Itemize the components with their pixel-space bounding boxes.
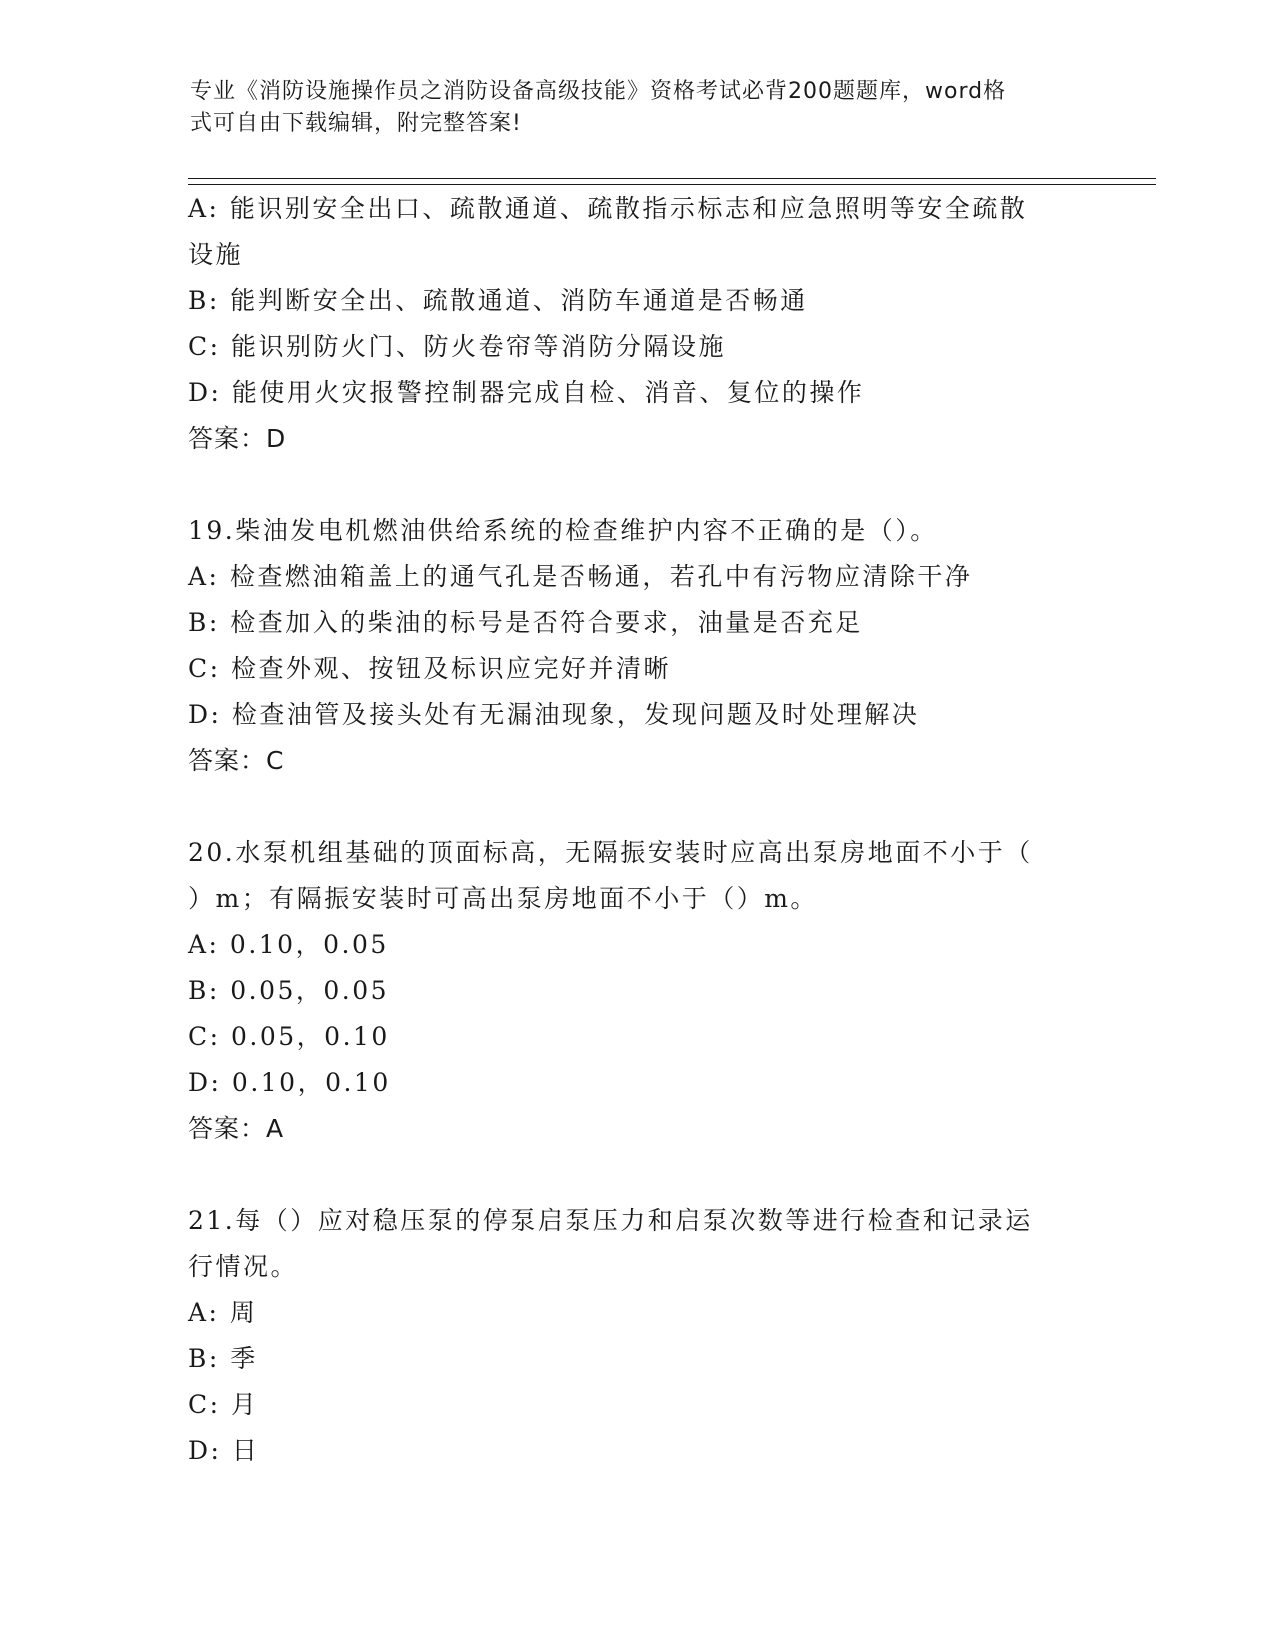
q19-answer: 答案：C	[188, 746, 285, 775]
q20-answer: 答案：A	[188, 1114, 285, 1143]
q18-option-d: D: 能使用火灾报警控制器完成自检、消音、复位的操作	[188, 378, 865, 407]
q20-option-a: A: 0.10，0.05	[188, 930, 389, 959]
q19-option-a: A: 检查燃油箱盖上的通气孔是否畅通，若孔中有污物应清除干净	[188, 562, 973, 591]
spacer	[188, 462, 1088, 508]
q20-option-c: C: 0.05，0.10	[188, 1022, 390, 1051]
header-divider-top	[188, 178, 1156, 179]
q21-option-a: A: 周	[188, 1298, 258, 1327]
q21-question-line-1: 21.每（）应对稳压泵的停泵启泵压力和启泵次数等进行检查和记录运	[188, 1206, 1033, 1235]
question-18-block	[188, 186, 1088, 462]
question-21-block	[188, 1198, 1088, 1474]
document-header	[190, 76, 1090, 140]
q21-option-b: B: 季	[188, 1344, 258, 1373]
q18-option-a-line-2: 设施	[188, 240, 244, 269]
q21-option-c: C: 月	[188, 1390, 259, 1419]
q18-answer: 答案：D	[188, 424, 287, 453]
question-19-block	[188, 508, 1088, 784]
q19-option-d: D: 检查油管及接头处有无漏油现象，发现问题及时处理解决	[188, 700, 920, 729]
q19-option-b: B: 检查加入的柴油的标号是否符合要求，油量是否充足	[188, 608, 863, 637]
q18-option-a-line-1: A: 能识别安全出口、疏散通道、疏散指示标志和应急照明等安全疏散	[188, 194, 1028, 223]
q20-option-d: D: 0.10，0.10	[188, 1068, 391, 1097]
document-body	[188, 186, 1088, 1474]
spacer	[188, 784, 1088, 830]
q21-option-d: D: 日	[188, 1436, 260, 1465]
header-title-line-2: 式可自由下载编辑，附完整答案!	[190, 111, 522, 136]
q20-question-line-2: ）m；有隔振安装时可高出泵房地面不小于（）m。	[188, 884, 818, 913]
q18-option-b: B: 能判断安全出、疏散通道、消防车通道是否畅通	[188, 286, 808, 315]
spacer	[188, 1152, 1088, 1198]
q19-question: 19.柴油发电机燃油供给系统的检查维护内容不正确的是（）。	[188, 516, 938, 545]
q21-question-line-2: 行情况。	[188, 1252, 299, 1281]
q20-question-line-1: 20.水泵机组基础的顶面标高，无隔振安装时应高出泵房地面不小于（	[188, 838, 1033, 867]
question-20-block	[188, 830, 1088, 1152]
header-title-line-1: 专业《消防设施操作员之消防设备高级技能》资格考试必背200题题库，word格	[190, 79, 1007, 104]
q19-option-c: C: 检查外观、按钮及标识应完好并清晰	[188, 654, 671, 683]
header-divider-bottom	[188, 184, 1156, 185]
q20-option-b: B: 0.05，0.05	[188, 976, 390, 1005]
q18-option-c: C: 能识别防火门、防火卷帘等消防分隔设施	[188, 332, 726, 361]
